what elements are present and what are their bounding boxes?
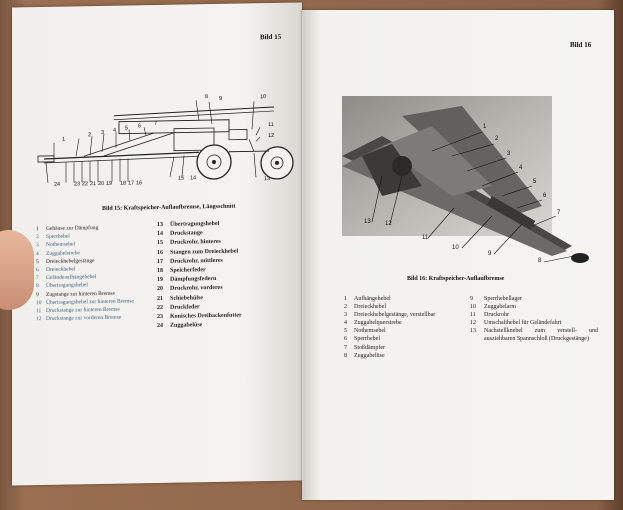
left-page	[12, 2, 302, 485]
diagram-label: 24	[54, 181, 61, 188]
left-figure-caption: Bild 15: Kraftspeicher-Auflaufbremse, Längsschnitt	[102, 203, 236, 212]
diagram-label: 12	[268, 132, 275, 140]
diagram-label: 10	[260, 94, 267, 101]
diagram-label: 7	[154, 120, 158, 128]
left-legend-col1: 1 Gehäuse zur Dämpfung 2 Sperrhebel 3 Nothemsebel 4 Zuggabelstrebe 5 Dreieckhebelgestänge 6 Dreieckhebel 7 Geländeaufhängehebel 8 Übertragungshebel 9 Zugstange zur hinteren Bremse 10 Übertragungshebel zur hinteren Bremse 11 Druckstange zur hinteren Bremse 12 Druckstange zur vorderen Bremse	[36, 225, 134, 323]
diagram-label: 11	[268, 121, 274, 129]
photo-callout: 2	[495, 136, 499, 142]
diagram-label: 16	[136, 180, 143, 187]
photo-callout: 3	[507, 151, 511, 157]
photo-callout: 6	[543, 193, 547, 199]
photo-callout: 5	[533, 179, 537, 185]
photo-callout: 8	[538, 258, 542, 264]
photo-callout: 10	[452, 245, 459, 251]
diagram-label: 17	[128, 180, 135, 187]
diagram-label: 2	[88, 132, 92, 139]
diagram-label: 14	[190, 175, 197, 182]
photo-callout: 9	[488, 251, 492, 257]
right-page-label: Bild 16	[570, 41, 592, 49]
thumb	[0, 230, 34, 310]
diagram-label: 19	[106, 180, 113, 187]
diagram-label: 13	[264, 176, 271, 183]
photo-callout: 4	[519, 165, 523, 171]
diagram-label: 6	[138, 123, 142, 130]
right-legend-col2: 9 Sperrhebellager 10 Zuggabelarm 11 Druckrohr 12 Umschalthebel für Geländefahrt 13 Nachstellknebel zum verstell- und ausziehbaren Spannschloß (Druckgestänge)	[470, 296, 598, 343]
right-legend-col1: 1 Aufhängehebel 2 Dreieckhebel 3 Dreieckhebelgestänge, verstellbar 4 Zuggabelquerstrebe 5 Nothemsebel 6 Sperrhebel 7 Stoßdämpfer 8 Zuggabelüse	[344, 296, 436, 359]
photo-callout: 1	[483, 124, 487, 130]
diagram-label: 20	[98, 180, 105, 188]
right-page	[302, 10, 614, 500]
left-legend-col2: 13 Übertragungshebel 14 Druckstange 15 Druckrohr, hinteres 16 Stangen zum Dreieckhebel 17 Druckrohr, mittleres 18 Speicherfeder 19 Dämpfungsfedern 20 Druckrohr, vorderes 21 Schiebehülse 22 Druckfeder 23 Konisches Dreibackenfutter 24 Zuggabelüse	[157, 220, 242, 330]
diagram-label: 4	[113, 127, 117, 134]
diagram-label: 1	[62, 136, 66, 143]
diagram-label: 21	[90, 181, 97, 188]
diagram-label: 9	[219, 95, 223, 102]
photo-callout: 13	[364, 219, 371, 225]
diagram-label: 23	[74, 181, 81, 188]
photo-callout: 7	[557, 210, 561, 216]
diagram-label-layer	[24, 89, 294, 194]
right-figure-caption: Bild 16: Kraftspeicher-Auflaufbremse	[407, 276, 505, 282]
diagram-label: 8	[205, 94, 209, 101]
photo-callout: 11	[422, 235, 429, 241]
photo-callout-layer	[342, 96, 592, 270]
photo-callout: 12	[385, 221, 392, 227]
diagram-label: 18	[120, 180, 127, 187]
left-page-label: Bild 15	[260, 32, 282, 42]
diagram-label: 15	[178, 175, 185, 182]
diagram-label: 5	[125, 125, 129, 132]
diagram-label: 3	[101, 129, 105, 136]
diagram-label: 22	[82, 181, 89, 188]
